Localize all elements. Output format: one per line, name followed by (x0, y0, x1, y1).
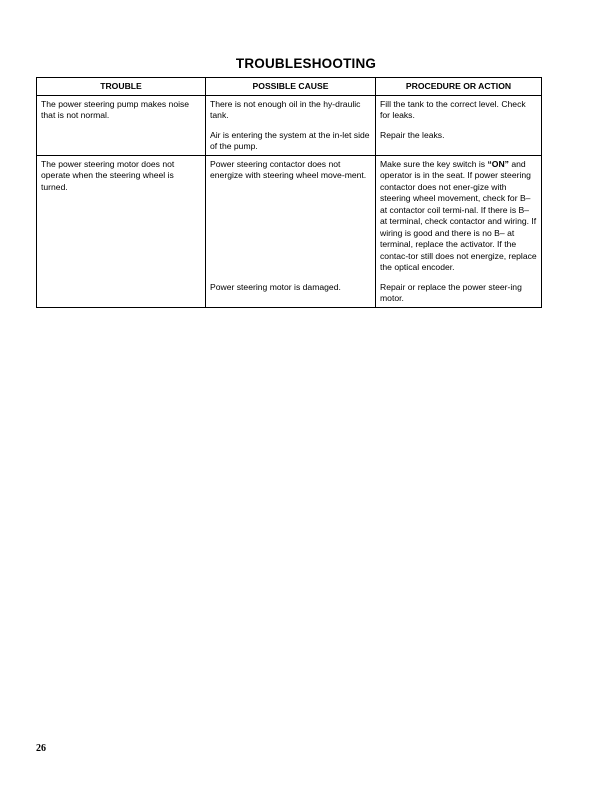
cause-cell: There is not enough oil in the hy-draulic tank. (206, 95, 376, 124)
on-emphasis: “ON” (487, 158, 509, 169)
trouble-cell: The power steering pump makes noise that is not normal. (37, 95, 206, 155)
table-row (37, 155, 542, 276)
action-cell: Repair the leaks. (376, 124, 542, 156)
column-header-trouble: TROUBLE (37, 78, 206, 96)
column-header-cause: POSSIBLE CAUSE (206, 78, 376, 96)
table-row (37, 95, 542, 124)
action-text: Make sure the key switch is (380, 158, 488, 169)
trouble-cell: The power steering motor does not operate when the steering wheel is turned. (37, 155, 206, 307)
cause-cell: Power steering motor is damaged. (206, 276, 376, 308)
action-text: and operator is in the seat. If power steering contactor does not ener-gize with steering wheel movement, check for B– at contactor coil termi-nal. If there is B– at terminal, check contactor and wiring. If wiring is good and there is no B– at terminal, replace the activator. If the contac-tor still does not energize, replace the optical encoder. (380, 158, 537, 272)
table-header-row (37, 78, 542, 96)
troubleshooting-table (36, 77, 542, 308)
cause-cell: Power steering contactor does not energize with steering wheel move-ment. (206, 155, 376, 276)
cause-cell: Air is entering the system at the in-let side of the pump. (206, 124, 376, 156)
action-cell: Fill the tank to the correct level. Check for leaks. (376, 95, 542, 124)
column-header-action: PROCEDURE OR ACTION (376, 78, 542, 96)
action-cell (376, 155, 542, 276)
page-number: 26 (36, 743, 46, 754)
action-cell: Repair or replace the power steer-ing motor. (376, 276, 542, 308)
page-title: TROUBLESHOOTING (235, 56, 377, 71)
